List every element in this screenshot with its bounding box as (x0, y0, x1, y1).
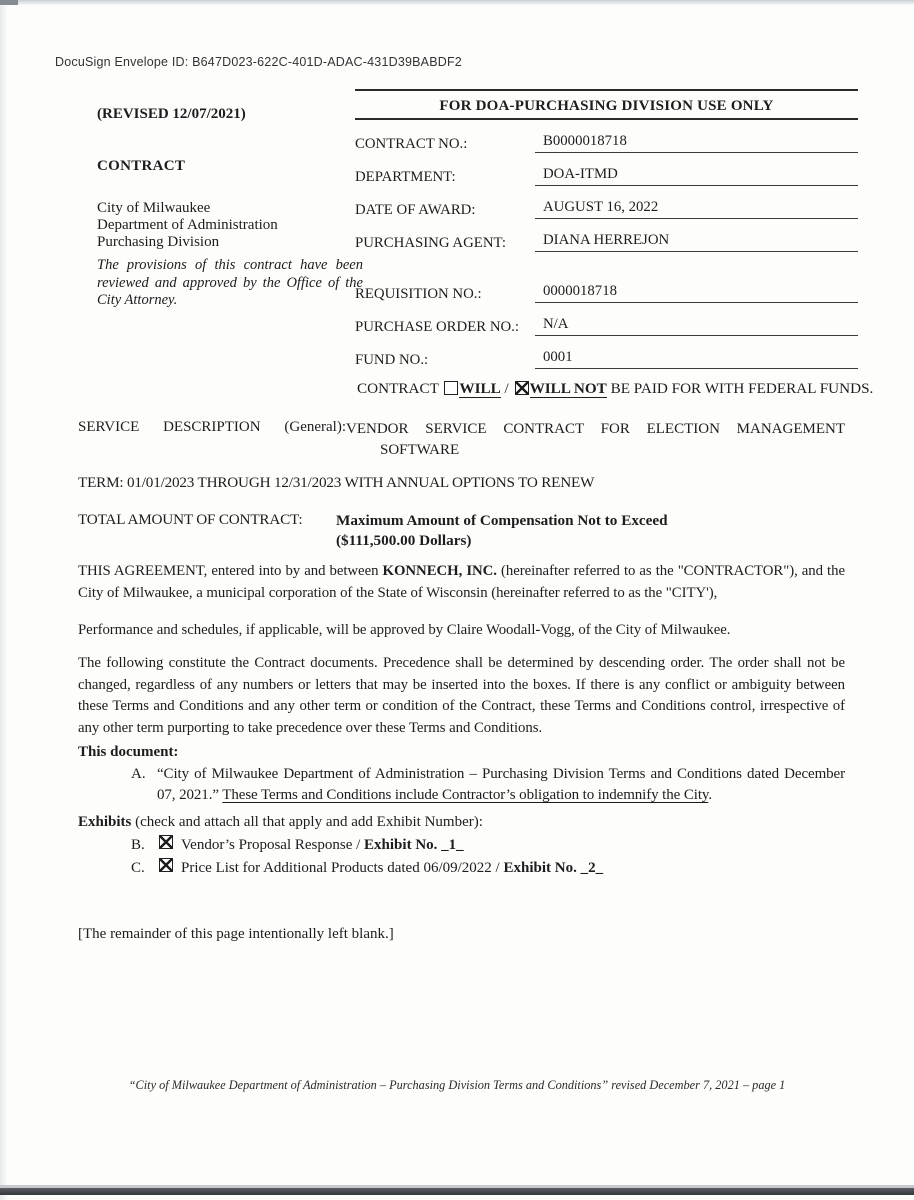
this-document-heading: This document: (78, 744, 179, 760)
term-line: TERM: 01/01/2023 THROUGH 12/31/2023 WITH ANNUAL OPTIONS TO RENEW (78, 474, 595, 491)
department-value: DOA-ITMD (535, 166, 858, 186)
item-a-text (157, 764, 845, 806)
scan-edge-bottom-dark (0, 1188, 914, 1195)
exhibit-b-text (181, 835, 464, 856)
agreement-post: (hereinafter referred to as the "CONTRACTOR"), and the City of Milwaukee, a municipal corporation of the State of Wisconsin (hereinafter referred to as the "CITY'), (78, 563, 845, 601)
page-footer: “City of Milwaukee Department of Administration – Purchasing Division Terms and Conditions” revised December 7, 2021 – page 1 (128, 1078, 786, 1092)
purchasing-agent-label: PURCHASING AGENT: (355, 235, 506, 251)
field-row-date-of-award (355, 199, 858, 219)
contractor-name: KONNECH, INC. (382, 563, 497, 579)
total-amount-line1: Maximum Amount of Compensation Not to Exceed (336, 512, 668, 529)
agreement-paragraph (78, 560, 845, 604)
document-item-a (78, 764, 845, 806)
exhibit-item-b (78, 835, 845, 856)
exhibit-c-text (181, 858, 603, 879)
performance-paragraph: Performance and schedules, if applicable, will be approved by Claire Woodall-Vogg, of the City of Milwaukee. (78, 622, 731, 638)
field-row-contract-no (355, 133, 858, 153)
purchase-order-no-value: N/A (535, 316, 858, 336)
this-document-section (78, 742, 845, 806)
scan-edge-top (0, 0, 914, 5)
scan-corner-smudge (0, 0, 18, 5)
org-line-city: City of Milwaukee (97, 200, 211, 216)
field-row-purchasing-agent (355, 232, 858, 252)
exhibit-b-letter: B. (131, 837, 145, 853)
provisions-note: The provisions of this contract have been reviewed and approved by the Office of the City Attorney. (97, 257, 363, 308)
docusign-envelope-id: DocuSign Envelope ID: B647D023-622C-401D-ADAC-431D39BABDF2 (55, 55, 462, 69)
exhibit-c-checkbox-checked-icon (159, 858, 173, 872)
doa-purchasing-panel (355, 89, 858, 369)
total-amount-value (336, 511, 845, 551)
service-description-value-line1: VENDOR SERVICE CONTRACT FOR ELECTION MANAGEMENT (346, 421, 845, 437)
item-a-period: . (708, 787, 712, 803)
scan-edge-left (0, 0, 8, 1200)
revised-date-label: (REVISED 12/07/2021) (97, 106, 246, 122)
contract-no-label: CONTRACT NO.: (355, 136, 468, 152)
will-label: WILL (459, 380, 501, 397)
exhibit-c-number: Exhibit No. _2_ (503, 860, 604, 876)
requisition-no-value: 0000018718 (535, 283, 858, 303)
exhibit-b-number: Exhibit No. _1_ (364, 837, 464, 853)
org-line-division: Purchasing Division (97, 234, 220, 250)
item-a-letter: A. (131, 766, 146, 782)
exhibit-item-c (78, 858, 845, 879)
item-a-quoted-text: “City of Milwaukee Department of Administration – Purchasing Division Terms and Conditions dated December 07, 2021.” (157, 766, 845, 803)
doa-panel-heading: FOR DOA-PURCHASING DIVISION USE ONLY (355, 91, 858, 120)
exhibit-c-description: Price List for Additional Products dated 06/09/2022 / (181, 860, 504, 876)
federal-funds-suffix: BE PAID FOR WITH FEDERAL FUNDS. (610, 380, 874, 397)
field-row-fund-no (355, 349, 858, 369)
exhibit-b-description: Vendor’s Proposal Response / (181, 837, 365, 853)
field-row-purchase-order-no (355, 316, 858, 336)
will-checkbox-unchecked-icon (444, 381, 458, 395)
exhibits-heading-bold: Exhibits (78, 814, 132, 830)
exhibits-section (78, 812, 845, 879)
org-line-department: Department of Administration (97, 217, 278, 233)
total-amount-label: TOTAL AMOUNT OF CONTRACT: (78, 511, 303, 528)
contract-header-left (97, 105, 363, 310)
fund-no-value: 0001 (535, 349, 858, 369)
purchasing-agent-value: DIANA HERREJON (535, 232, 858, 252)
contract-no-value: B0000018718 (535, 133, 858, 153)
date-of-award-label: DATE OF AWARD: (355, 202, 476, 218)
agreement-pre: THIS AGREEMENT, entered into by and between (78, 563, 383, 579)
org-address-block (97, 200, 363, 251)
federal-funds-line (357, 380, 873, 398)
total-amount-line2: ($111,500.00 Dollars) (336, 532, 472, 549)
service-description-label: SERVICE DESCRIPTION (General): (78, 419, 346, 435)
requisition-no-label: REQUISITION NO.: (355, 286, 482, 302)
fund-no-label: FUND NO.: (355, 352, 429, 368)
federal-funds-separator: / (504, 380, 509, 397)
service-description-value (346, 419, 845, 461)
remainder-note: [The remainder of this page intentionally left blank.] (78, 926, 394, 942)
field-row-requisition-no (355, 283, 858, 303)
department-label: DEPARTMENT: (355, 169, 456, 185)
contract-title: CONTRACT (97, 158, 186, 174)
exhibit-c-letter: C. (131, 860, 145, 876)
exhibits-heading-rest: (check and attach all that apply and add Exhibit Number): (131, 814, 483, 830)
field-row-department (355, 166, 858, 186)
will-not-checkbox-checked-icon (515, 381, 529, 395)
will-not-label: WILL NOT (529, 380, 607, 397)
service-description-value-line2: SOFTWARE (380, 442, 460, 458)
total-amount-section (78, 511, 845, 551)
service-description-section (78, 419, 845, 461)
purchase-order-no-label: PURCHASE ORDER NO.: (355, 319, 520, 335)
date-of-award-value: AUGUST 16, 2022 (535, 199, 858, 219)
federal-funds-prefix: CONTRACT (357, 380, 439, 397)
exhibit-b-checkbox-checked-icon (159, 835, 173, 849)
exhibits-heading (78, 812, 845, 833)
item-a-underlined-sentence: These Terms and Conditions include Contractor’s obligation to indemnify the City (222, 787, 709, 803)
precedence-paragraph: The following constitute the Contract documents. Precedence shall be determined by descending order. The order shall not be changed, regardless of any numbers or letters that may be inserted into the boxes. If there is any conflict or ambiguity between these Terms and Conditions and any other term or condition of the Contract, these Terms and Conditions control, irrespective of any other term purporting to take precedence over these Terms and Conditions. (78, 655, 845, 736)
